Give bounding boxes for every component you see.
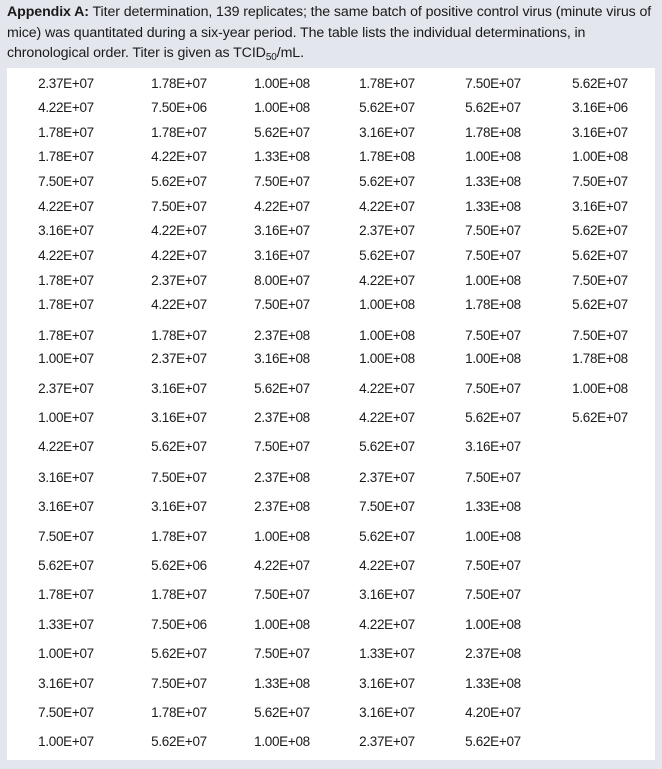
titer-value-cell: 7.50E+07 <box>151 199 207 214</box>
titer-value-cell: 1.78E+07 <box>359 76 415 91</box>
titer-value-cell: 1.78E+08 <box>465 297 521 312</box>
table-row <box>7 379 655 399</box>
titer-value-cell: 1.78E+07 <box>38 125 94 140</box>
titer-value-cell: 1.00E+08 <box>572 149 628 164</box>
table-row <box>7 732 655 752</box>
titer-value-cell: 7.50E+07 <box>465 76 521 91</box>
titer-value-cell: 1.00E+08 <box>254 734 310 749</box>
table-row <box>7 527 655 547</box>
table-row <box>7 585 655 605</box>
titer-value-cell: 1.78E+08 <box>465 125 521 140</box>
titer-value-cell: 1.33E+08 <box>254 149 310 164</box>
table-row <box>7 197 655 217</box>
titer-value-cell: 5.62E+07 <box>254 125 310 140</box>
titer-value-cell: 7.50E+07 <box>572 328 628 343</box>
titer-value-cell: 1.00E+07 <box>38 351 94 366</box>
table-row <box>7 615 655 635</box>
titer-value-cell: 2.37E+08 <box>254 328 310 343</box>
titer-value-cell: 4.22E+07 <box>359 558 415 573</box>
titer-value-cell: 4.22E+07 <box>151 149 207 164</box>
titer-value-cell: 1.00E+08 <box>359 351 415 366</box>
titer-value-cell: 5.62E+07 <box>572 297 628 312</box>
titer-value-cell: 7.50E+07 <box>38 174 94 189</box>
table-row <box>7 497 655 517</box>
titer-value-cell: 7.50E+07 <box>572 273 628 288</box>
titer-value-cell: 2.37E+07 <box>151 273 207 288</box>
caption-label: Appendix A: <box>7 4 89 20</box>
table-row <box>7 349 655 369</box>
titer-value-cell: 2.37E+07 <box>38 381 94 396</box>
titer-value-cell: 3.16E+07 <box>151 499 207 514</box>
titer-value-cell: 2.37E+07 <box>359 223 415 238</box>
titer-value-cell: 5.62E+07 <box>38 558 94 573</box>
titer-value-cell: 1.00E+08 <box>465 273 521 288</box>
titer-value-cell: 2.37E+08 <box>254 410 310 425</box>
table-row <box>7 674 655 694</box>
titer-value-cell: 4.22E+07 <box>151 223 207 238</box>
table-row <box>7 644 655 664</box>
titer-value-cell: 1.78E+07 <box>151 705 207 720</box>
titer-value-cell: 7.50E+07 <box>151 470 207 485</box>
titer-value-cell: 3.16E+07 <box>254 248 310 263</box>
titer-value-cell: 1.00E+08 <box>465 351 521 366</box>
titer-value-cell: 4.22E+07 <box>359 410 415 425</box>
titer-value-cell: 3.16E+07 <box>254 223 310 238</box>
titer-value-cell: 5.62E+07 <box>465 410 521 425</box>
titer-value-cell: 7.50E+07 <box>359 499 415 514</box>
titer-value-cell: 8.00E+07 <box>254 273 310 288</box>
titer-value-cell: 1.00E+07 <box>38 646 94 661</box>
table-row <box>7 147 655 167</box>
titer-value-cell: 5.62E+07 <box>572 223 628 238</box>
titer-value-cell: 5.62E+07 <box>151 646 207 661</box>
titer-value-cell: 7.50E+07 <box>465 381 521 396</box>
titer-value-cell: 4.22E+07 <box>359 381 415 396</box>
titer-value-cell: 5.62E+07 <box>572 410 628 425</box>
titer-value-cell: 3.16E+07 <box>572 199 628 214</box>
titer-value-cell: 2.37E+07 <box>151 351 207 366</box>
table-row <box>7 221 655 241</box>
titer-value-cell: 3.16E+07 <box>359 676 415 691</box>
titer-value-cell: 5.62E+07 <box>151 734 207 749</box>
titer-value-cell: 5.62E+07 <box>254 705 310 720</box>
titer-value-cell: 7.50E+07 <box>38 705 94 720</box>
titer-value-cell: 1.78E+07 <box>38 587 94 602</box>
titer-table <box>7 68 655 760</box>
titer-value-cell: 7.50E+07 <box>254 587 310 602</box>
titer-value-cell: 3.16E+07 <box>359 587 415 602</box>
titer-value-cell: 2.37E+08 <box>254 470 310 485</box>
table-row <box>7 703 655 723</box>
titer-value-cell: 5.62E+07 <box>359 248 415 263</box>
titer-value-cell: 1.00E+08 <box>359 297 415 312</box>
table-row <box>7 172 655 192</box>
titer-value-cell: 7.50E+06 <box>151 100 207 115</box>
table-row <box>7 98 655 118</box>
titer-value-cell: 1.00E+08 <box>465 529 521 544</box>
table-row <box>7 271 655 291</box>
table-row <box>7 123 655 143</box>
titer-value-cell: 1.78E+07 <box>38 149 94 164</box>
titer-value-cell: 1.78E+07 <box>151 76 207 91</box>
titer-value-cell: 5.62E+07 <box>465 734 521 749</box>
table-row <box>7 408 655 428</box>
titer-value-cell: 5.62E+06 <box>151 558 207 573</box>
titer-value-cell: 1.78E+07 <box>38 273 94 288</box>
titer-value-cell: 1.78E+07 <box>151 125 207 140</box>
caption-unit: /mL. <box>276 45 304 61</box>
titer-value-cell: 7.50E+07 <box>254 297 310 312</box>
titer-value-cell: 1.33E+08 <box>465 174 521 189</box>
titer-value-cell: 4.22E+07 <box>359 617 415 632</box>
titer-value-cell: 7.50E+07 <box>465 558 521 573</box>
titer-value-cell: 3.16E+07 <box>38 470 94 485</box>
caption-subscript: 50 <box>265 52 277 63</box>
titer-value-cell: 3.16E+07 <box>38 499 94 514</box>
titer-value-cell: 7.50E+07 <box>254 174 310 189</box>
titer-value-cell: 5.62E+07 <box>465 100 521 115</box>
titer-value-cell: 4.22E+07 <box>38 199 94 214</box>
titer-value-cell: 3.16E+08 <box>254 351 310 366</box>
titer-value-cell: 1.00E+08 <box>254 76 310 91</box>
titer-value-cell: 7.50E+07 <box>465 223 521 238</box>
titer-value-cell: 3.16E+07 <box>151 410 207 425</box>
titer-value-cell: 7.50E+07 <box>254 439 310 454</box>
titer-value-cell: 7.50E+07 <box>572 174 628 189</box>
titer-value-cell: 1.00E+08 <box>465 149 521 164</box>
titer-value-cell: 3.16E+07 <box>151 381 207 396</box>
titer-value-cell: 1.33E+08 <box>465 499 521 514</box>
table-row <box>7 468 655 488</box>
titer-value-cell: 5.62E+07 <box>151 174 207 189</box>
titer-value-cell: 1.00E+07 <box>38 410 94 425</box>
titer-value-cell: 5.62E+07 <box>359 100 415 115</box>
titer-value-cell: 3.16E+07 <box>359 705 415 720</box>
titer-value-cell: 1.00E+08 <box>359 328 415 343</box>
titer-value-cell: 7.50E+07 <box>465 470 521 485</box>
table-row <box>7 326 655 346</box>
titer-value-cell: 5.62E+07 <box>359 174 415 189</box>
titer-value-cell: 1.00E+08 <box>254 100 310 115</box>
titer-value-cell: 7.50E+07 <box>254 646 310 661</box>
titer-value-cell: 3.16E+07 <box>572 125 628 140</box>
titer-value-cell: 1.00E+08 <box>465 617 521 632</box>
titer-value-cell: 1.33E+08 <box>465 199 521 214</box>
table-row <box>7 246 655 266</box>
titer-value-cell: 5.62E+07 <box>572 248 628 263</box>
titer-value-cell: 4.20E+07 <box>465 705 521 720</box>
titer-value-cell: 5.62E+07 <box>151 439 207 454</box>
titer-value-cell: 1.33E+08 <box>254 676 310 691</box>
titer-value-cell: 1.78E+07 <box>151 328 207 343</box>
titer-value-cell: 5.62E+07 <box>359 439 415 454</box>
titer-value-cell: 1.33E+07 <box>38 617 94 632</box>
titer-value-cell: 4.22E+07 <box>38 439 94 454</box>
titer-value-cell: 1.78E+07 <box>38 328 94 343</box>
titer-value-cell: 1.78E+07 <box>38 297 94 312</box>
titer-value-cell: 4.22E+07 <box>359 199 415 214</box>
table-row <box>7 437 655 457</box>
caption-text: Titer determination, 139 replicates; the same batch of positive control virus (minute virus of mice) was quantitated during a six-year period. The table lists the individual determinations, in chronological order. Titer is given as TCID <box>7 4 652 61</box>
titer-value-cell: 7.50E+07 <box>465 248 521 263</box>
titer-value-cell: 1.33E+07 <box>359 646 415 661</box>
titer-value-cell: 7.50E+07 <box>151 676 207 691</box>
titer-value-cell: 1.78E+08 <box>359 149 415 164</box>
titer-value-cell: 4.22E+07 <box>359 273 415 288</box>
titer-value-cell: 2.37E+07 <box>359 734 415 749</box>
titer-value-cell: 1.00E+08 <box>572 381 628 396</box>
titer-value-cell: 7.50E+07 <box>38 529 94 544</box>
titer-value-cell: 1.78E+08 <box>572 351 628 366</box>
titer-value-cell: 7.50E+07 <box>465 587 521 602</box>
titer-value-cell: 7.50E+06 <box>151 617 207 632</box>
titer-value-cell: 4.22E+07 <box>254 558 310 573</box>
table-row <box>7 556 655 576</box>
titer-value-cell: 3.16E+07 <box>359 125 415 140</box>
titer-value-cell: 1.78E+07 <box>151 529 207 544</box>
titer-value-cell: 2.37E+08 <box>254 499 310 514</box>
titer-value-cell: 1.00E+07 <box>38 734 94 749</box>
titer-value-cell: 4.22E+07 <box>151 297 207 312</box>
titer-value-cell: 4.22E+07 <box>254 199 310 214</box>
titer-value-cell: 1.00E+08 <box>254 617 310 632</box>
titer-value-cell: 4.22E+07 <box>38 100 94 115</box>
titer-value-cell: 3.16E+06 <box>572 100 628 115</box>
titer-value-cell: 4.22E+07 <box>151 248 207 263</box>
titer-value-cell: 4.22E+07 <box>38 248 94 263</box>
titer-value-cell: 3.16E+07 <box>38 223 94 238</box>
titer-value-cell: 5.62E+07 <box>254 381 310 396</box>
titer-value-cell: 7.50E+07 <box>465 328 521 343</box>
titer-value-cell: 5.62E+07 <box>359 529 415 544</box>
table-row <box>7 74 655 94</box>
table-row <box>7 295 655 315</box>
appendix-caption <box>7 2 657 64</box>
titer-value-cell: 2.37E+08 <box>465 646 521 661</box>
titer-value-cell: 1.78E+07 <box>151 587 207 602</box>
titer-value-cell: 1.33E+08 <box>465 676 521 691</box>
titer-value-cell: 5.62E+07 <box>572 76 628 91</box>
titer-value-cell: 2.37E+07 <box>38 76 94 91</box>
titer-value-cell: 1.00E+08 <box>254 529 310 544</box>
titer-value-cell: 3.16E+07 <box>465 439 521 454</box>
titer-value-cell: 3.16E+07 <box>38 676 94 691</box>
titer-value-cell: 2.37E+07 <box>359 470 415 485</box>
